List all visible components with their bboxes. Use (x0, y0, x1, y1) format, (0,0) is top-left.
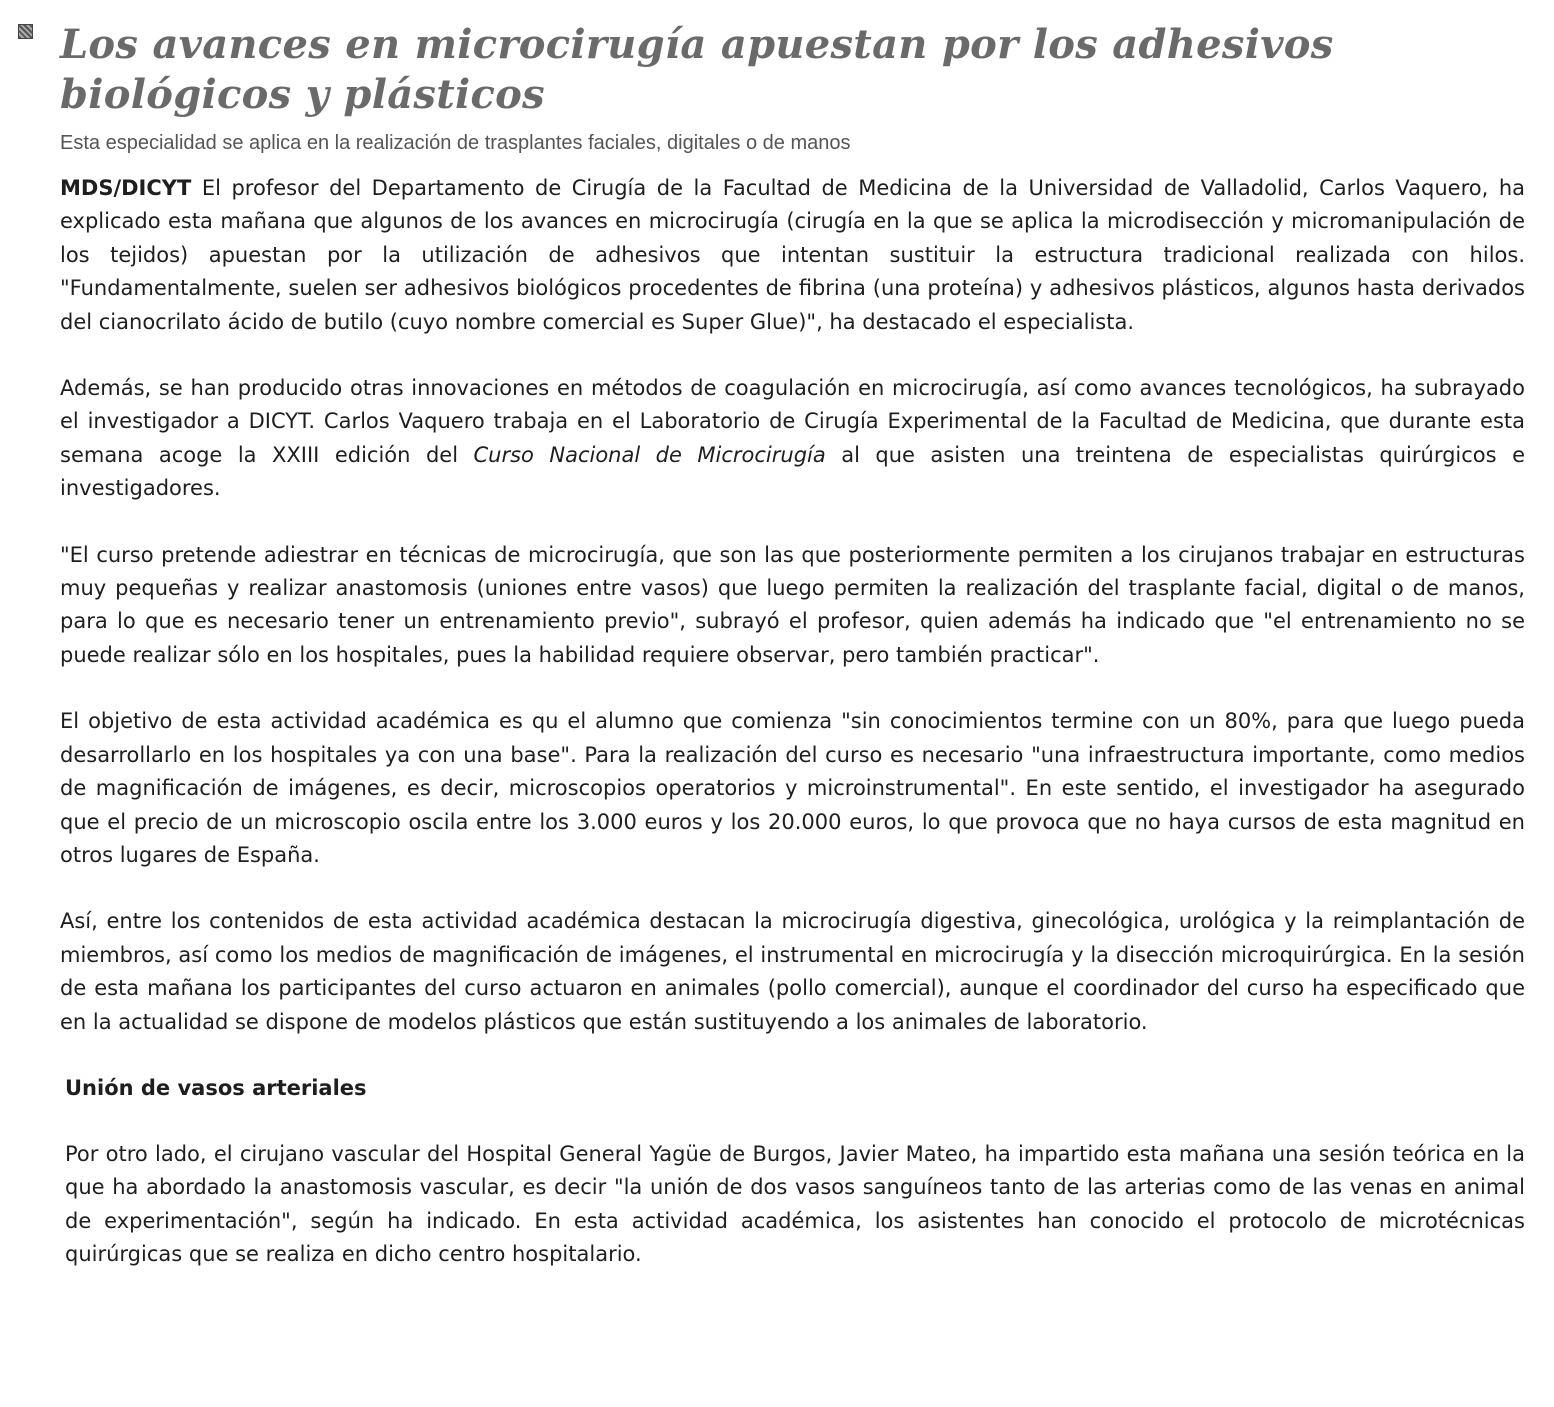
course-name: Curso Nacional de Microcirugía (473, 442, 826, 467)
paragraph-1 (60, 172, 1525, 339)
paragraph-4: El objetivo de esta actividad académica es qu el alumno que comienza "sin conocimientos termine con un 80%, para que luego pueda desarrollarlo en los hospitales ya con una base". Para la realización del curso es necesario "una infraestructura importante, como medios de magnificación de imágenes, es decir, microscopios operatorios y microinstrumental". En este sentido, el investigador ha asegurado que el precio de un microscopio oscila entre los 3.000 euros y los 20.000 euros, lo que provoca que no haya cursos de esta magnitud en otros lugares de España. (60, 709, 1525, 867)
paragraph-3: "El curso pretende adiestrar en técnicas de microcirugía, que son las que posteriormente permiten a los cirujanos trabajar en estructuras muy pequeñas y realizar anastomosis (uniones entre vasos) que luego permiten la realización del trasplante facial, digital o de manos, para lo que es necesario tener un entrenamiento previo", subrayó el profesor, quien además ha indicado que "el entrenamiento no se puede realizar sólo en los hospitales, pues la habilidad requiere observar, pero también practicar". (60, 542, 1525, 667)
paragraph-2-text-before: Además, se han producido otras innovaciones en métodos de coagulación en microcirugía, así como avances tecnológicos, ha subrayado el investigador a DICYT. Carlos Vaquero trabaja en el Laboratorio de Cirugía Experimental de la Facultad de Medicina, que durante esta semana acoge la XXIII edición del (60, 376, 1525, 467)
paragraph-5: Así, entre los contenidos de esta actividad académica destacan la microcirugía digestiva, ginecológica, urológica y la reimplantación de miembros, así como los medios de magnificación de imágenes, el instrumental en microcirugía y la disección microquirúrgica. En la sesión de esta mañana los participantes del curso actuaron en animales (pollo comercial), aunque el coordinador del curso ha especificado que en la actualidad se dispone de modelos plásticos que están sustituyendo a los animales de laboratorio. (60, 909, 1525, 1034)
article-subtitle: Esta especialidad se aplica en la realización de trasplantes faciales, digitales o de manos (60, 132, 851, 154)
paragraph-6: Por otro lado, el cirujano vascular del Hospital General Yagüe de Burgos, Javier Mateo, ha impartido esta mañana una sesión teórica en la que ha abordado la anastomosis vascular, es decir "la unión de dos vasos sanguíneos tanto de las arterias como de las venas en animal de experimentación", según ha indicado. En esta actividad académica, los asistentes han conocido el protocolo de microtécnicas quirúrgicas que se realiza en dicho centro hospitalario. (65, 1141, 1525, 1267)
square-bullet-icon (18, 24, 33, 39)
source-label: MDS/DICYT (60, 176, 192, 200)
paragraph-2 (60, 372, 1525, 506)
paragraph-1-text: El profesor del Departamento de Cirugía de la Facultad de Medicina de la Universidad de Valladolid, Carlos Vaquero, ha explicado esta mañana que algunos de los avances en microcirugía (cirugía en la que se aplica la microdisección y micromanipulación de los tejidos) apuestan por la utilización de adhesivos que intentan sustituir la estructura tradicional realizada con hilos. "Fundamentalmente, suelen ser adhesivos biológicos procedentes de fibrina (una proteína) y adhesivos plásticos, algunos hasta derivados del cianocrilato ácido de butilo (cuyo nombre comercial es Super Glue)", ha destacado el especialista. (60, 176, 1525, 334)
article-body (60, 172, 1525, 1305)
paragraph-2-text-after: al que asisten una treintena de especialistas quirúrgicos e investigadores. (60, 442, 1525, 501)
article-headline: Los avances en microcirugía apuestan por los adhesivos biológicos y plásticos (60, 21, 1334, 118)
section-heading: Unión de vasos arteriales (65, 1075, 367, 1100)
